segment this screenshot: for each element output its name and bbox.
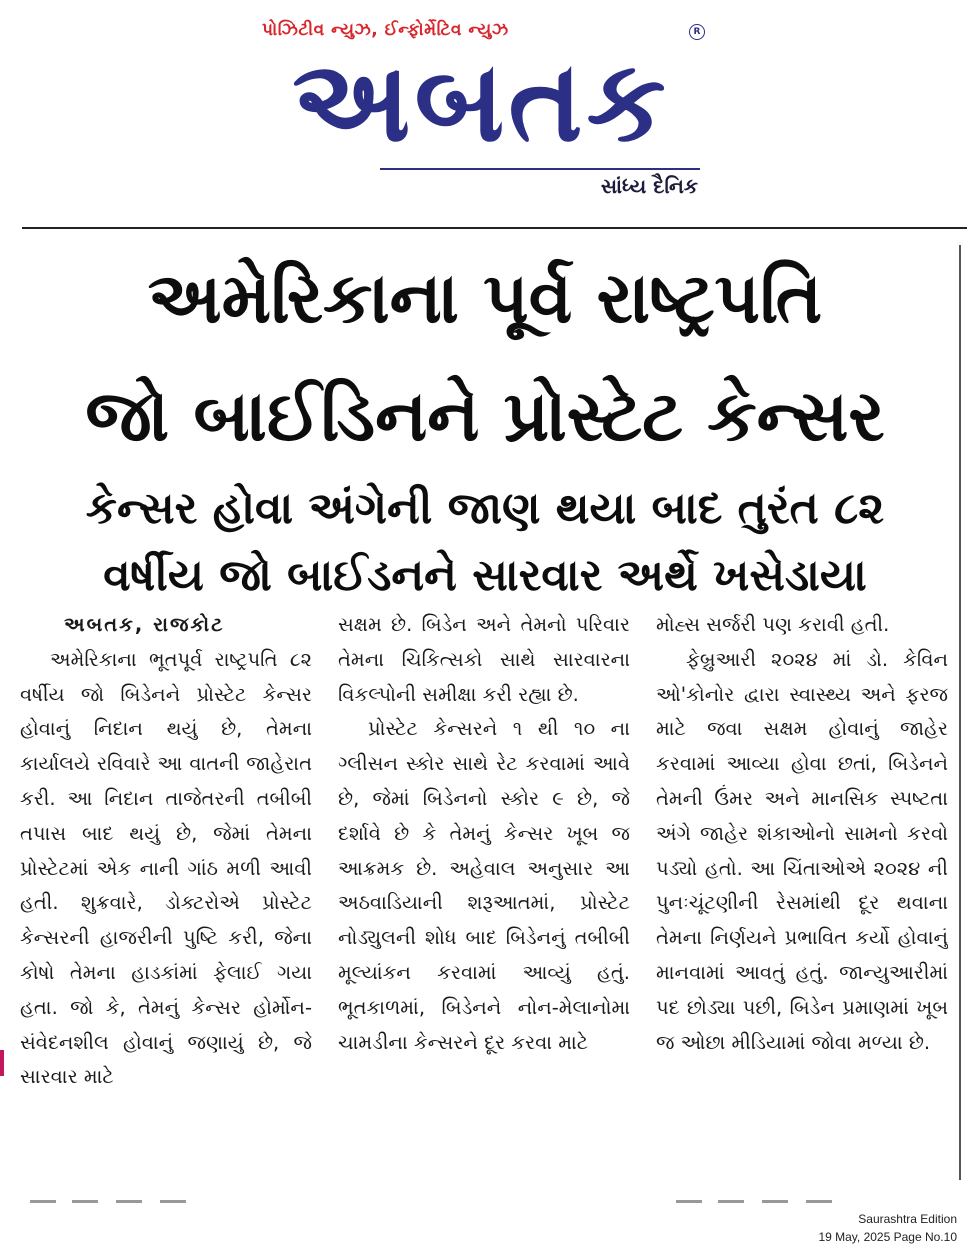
column-3-paragraph-2: ફેબ્રુઆરી ૨૦૨૪ માં ડો. કેવિન ઓ'કોનોર દ્વારા સ્વાસ્થ્ય અને ફરજ માટે જવા સક્ષમ હોવાનું જાહેર કરવામાં આવ્યા હોવા છતાં, બિડેનને તેમની ઉંમર અને માનસિક સ્પષ્ટતા અંગે જાહેર શંકાઓનો સામનો કરવો પડ્યો હતો. આ ચિંતાઓએ ૨૦૨૪ ની પુનઃચૂંટણીની રેસમાંથી દૂર થવાના તેમના નિર્ણયને પ્રભાવિત કર્યો હોવાનું માનવામાં આવતું હતું. જાન્યુઆરીમાં પદ છોડ્યા પછી, બિડેન પ્રમાણમાં ખૂબ જ ઓછા મીડિયામાં જોવા મળ્યા છે. xyxy=(656,647,948,1054)
header-divider xyxy=(22,227,967,229)
byline: અબતક, રાજકોટ xyxy=(64,613,225,636)
article-column-1 xyxy=(20,608,312,1168)
footer-mark xyxy=(116,1200,142,1203)
logo-underline xyxy=(380,168,700,170)
column-3-paragraph-1: મોહ્સ સર્જરી પણ કરાવી હતી. xyxy=(656,613,890,636)
headline-line-1: અમેરિકાના પૂર્વ રાષ્ટ્રપતિ xyxy=(147,257,823,339)
newspaper-logo: અબતક xyxy=(292,38,670,166)
registered-mark: R xyxy=(689,24,705,40)
article-column-2 xyxy=(338,608,630,1168)
footer-mark xyxy=(30,1200,56,1203)
subheadline-line-2: વર્ષીય જો બાઈડનને સારવાર અર્થે ખસેડાયા xyxy=(103,550,867,601)
footer-mark xyxy=(762,1200,788,1203)
footer-mark xyxy=(72,1200,98,1203)
side-color-mark xyxy=(0,1050,4,1076)
headline-line-2: જો બાઈડિનને પ્રોસ્ટેટ કેન્સર xyxy=(85,375,885,457)
column-2-paragraph-2: પ્રોસ્ટેટ કેન્સરને ૧ થી ૧૦ ના ગ્લીસન સ્કોર સાથે રેટ કરવામાં આવે છે, જેમાં બિડેનનો સ્કોર ૯ છે, જે દર્શાવે છે કે તેમનું કેન્સર ખૂબ જ આક્રમક છે. અહેવાલ અનુસાર આ અઠવાડિયાની શરૂઆતમાં, પ્રોસ્ટેટ નોડ્યુલની શોધ બાદ બિડેનનું તબીબી મૂલ્યાંકન કરવામાં આવ્યું હતું. ભૂતકાળમાં, બિડેનને નોન-મેલાનોમા ચામડીના કેન્સરને દૂર કરવા માટે xyxy=(338,717,630,1054)
column-1-paragraph: અમેરિકાના ભૂતપૂર્વ રાષ્ટ્રપતિ ૮૨ વર્ષીય જો બિડેનને પ્રોસ્ટેટ કેન્સર હોવાનું નિદાન થયું છે, તેમના કાર્યાલયે રવિવારે આ વાતની જાહેરાત કરી. આ નિદાન તાજેતરની તબીબી તપાસ બાદ થયું છે, જેમાં તેમના પ્રોસ્ટેટમાં એક નાની ગાંઠ મળી આવી હતી. શુક્રવારે, ડોક્ટરોએ પ્રોસ્ટેટ કેન્સરની હાજરીની પુષ્ટિ કરી, જેના કોષો તેમના હાડકાંમાં ફેલાઈ ગયા હતા. જો કે, તેમનું કેન્સર હોર્મોન-સંવેદનશીલ હોવાનું જણાયું છે, જે સારવાર માટે xyxy=(20,647,312,1089)
masthead xyxy=(0,0,967,215)
footer-mark xyxy=(718,1200,744,1203)
edition-date-page: 19 May, 2025 Page No.10 xyxy=(818,1230,957,1244)
masthead-subtitle: સાંધ્ય દૈનિક xyxy=(600,174,698,198)
footer-mark xyxy=(676,1200,702,1203)
subheadline-line-1: કેન્સર હોવા અંગેની જાણ થયા બાદ તુરંત ૮૨ xyxy=(85,483,885,534)
edition-info xyxy=(818,1210,957,1246)
column-2-paragraph-1: સક્ષમ છે. બિડેન અને તેમનો પરિવાર તેમના ચિકિત્સકો સાથે સારવારના વિકલ્પોની સમીક્ષા કરી રહ્યા છે. xyxy=(338,613,630,706)
masthead-tagline: પોઝિટીવ ન્યુઝ, ઈન્ફોર્મેટિવ ન્યુઝ xyxy=(262,20,509,40)
article-column-3 xyxy=(656,608,948,1168)
edition-name: Saurashtra Edition xyxy=(858,1212,957,1226)
footer-mark xyxy=(160,1200,186,1203)
footer-mark xyxy=(806,1200,832,1203)
